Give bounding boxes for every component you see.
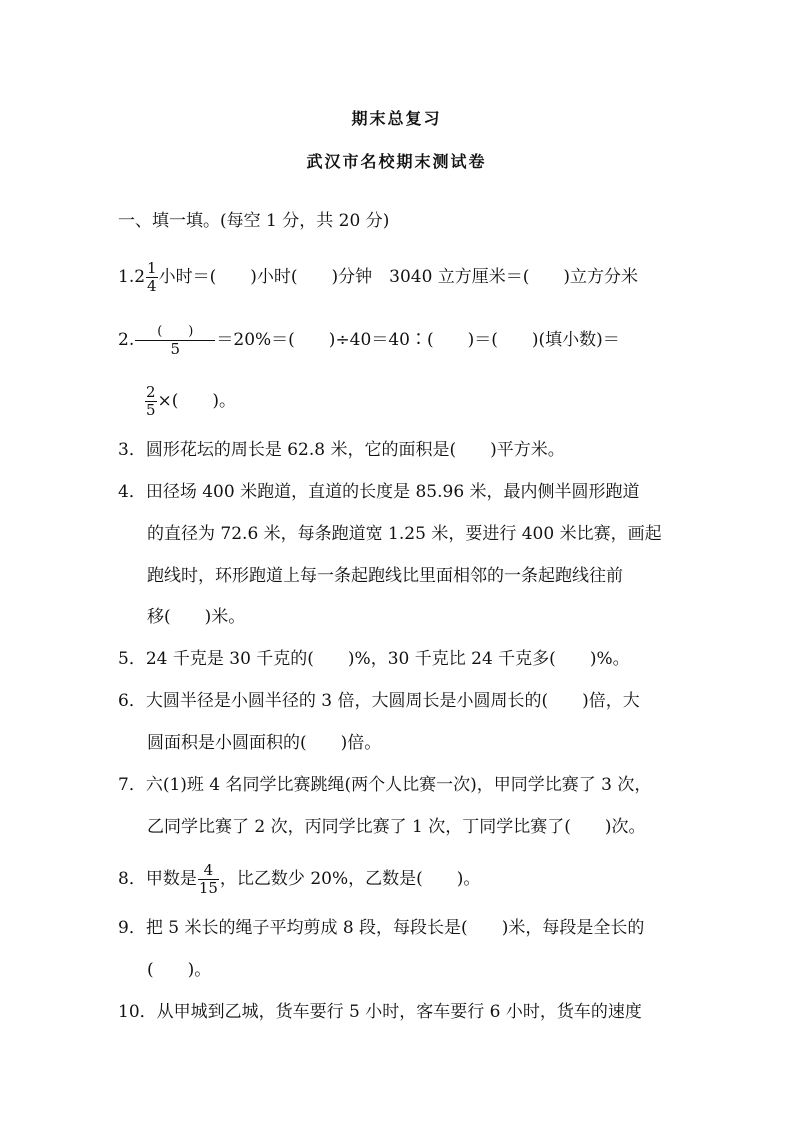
q2-rest: ＝20%＝( )÷40＝40∶( )＝( )(填小数)＝ [216,330,620,350]
q2-second-fraction [145,384,157,419]
q1-rest: 小时＝( )小时( )分钟 3040 立方厘米＝( )立方分米 [158,267,639,287]
q2-second-rest: ×( )。 [157,391,237,411]
q8-frac-denominator: 15 [198,879,218,897]
question-3: 3．圆形花坛的周长是 62.8 米，它的面积是( )平方米。 [118,440,565,460]
question-9-line-2: ( )。 [147,960,212,980]
question-6-line-2: 圆面积是小圆面积的( )倍。 [147,733,382,753]
q2-prefix: 2. [118,330,135,350]
q8-fraction [198,862,219,897]
question-4-line-1: 4．田径场 400 米跑道，直道的长度是 85.96 米，最内侧半圆形跑道 [118,482,640,502]
question-8 [118,862,480,897]
q2-second-numerator: 2 [146,383,156,401]
question-4-line-2: 的直径为 72.6 米，每条跑道宽 1.25 米，要进行 400 米比赛，画起 [147,524,662,544]
question-4-line-3: 跑线时，环形跑道上每一条起跑线比里面相邻的一条起跑线往前 [147,566,623,586]
question-4-line-4: 移( )米。 [147,607,246,627]
section-heading: 一、填一填。(每空 1 分，共 20 分) [118,211,390,231]
question-7-line-2: 乙同学比赛了 2 次，丙同学比赛了 1 次，丁同学比赛了( )次。 [147,817,646,837]
page-title: 期末总复习 [351,109,442,128]
q1-frac-numerator: 1 [147,259,157,277]
question-1 [118,260,638,295]
question-7-line-1: 7．六(1)班 4 名同学比赛跳绳(两个人比赛一次)，甲同学比赛了 3 次， [118,775,652,795]
question-2-continued [144,384,236,419]
q2-second-denominator: 5 [146,401,156,419]
q1-fraction [146,260,158,295]
q1-prefix: 1.2 [118,267,146,287]
page-subtitle: 武汉市名校期末测试卷 [306,152,487,171]
question-10-line-1: 10．从甲城到乙城，货车要行 5 小时，客车要行 6 小时，货车的速度 [118,1002,642,1022]
q8-prefix: 8．甲数是 [118,869,197,889]
question-5: 5．24 千克是 30 千克的( )%，30 千克比 24 千克多( )%。 [118,649,630,669]
q2-fraction [135,323,215,358]
q2-frac-denominator: 5 [170,340,181,358]
q8-frac-numerator: 4 [198,862,219,880]
q8-rest: ，比乙数少 20%，乙数是( )。 [219,869,481,889]
q2-frac-numerator: ( ) [135,323,215,341]
question-9-line-1: 9．把 5 米长的绳子平均剪成 8 段，每段长是( )米，每段是全长的 [118,918,645,938]
q1-frac-denominator: 4 [147,277,157,295]
question-2 [118,323,620,358]
question-6-line-1: 6．大圆半径是小圆半径的 3 倍，大圆周长是小圆周长的( )倍，大 [118,691,640,711]
